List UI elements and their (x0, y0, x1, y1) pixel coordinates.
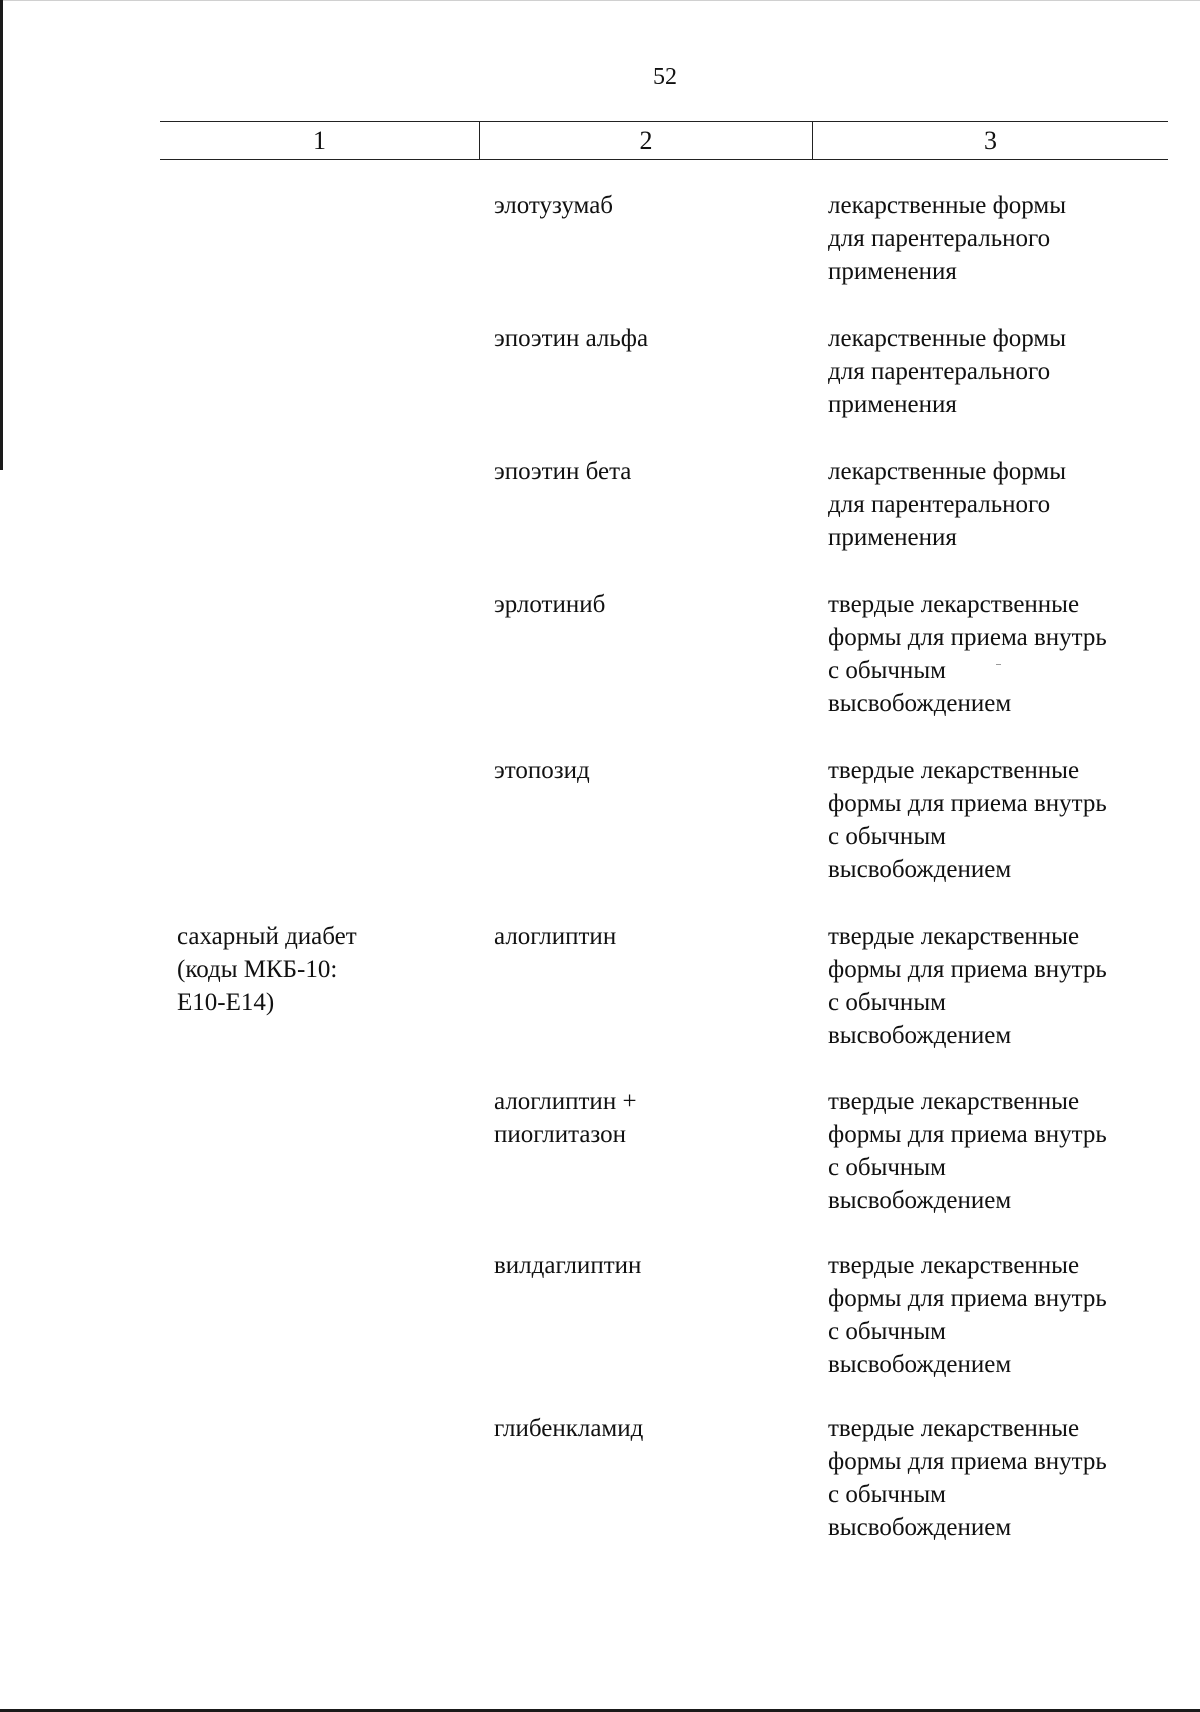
drug-name: эрлотиниб (494, 591, 606, 618)
dosage-form: лекарственные формы для парентерального применения (828, 458, 1067, 551)
dosage-form: твердые лекарственные формы для приема внутрь с обычным высвобождением (828, 757, 1107, 883)
drug-name: эпоэтин бета (494, 458, 632, 485)
drug-name: вилдаглиптин (494, 1252, 642, 1279)
dosage-form: твердые лекарственные формы для приема внутрь с обычным высвобождением (828, 923, 1107, 1049)
drug-name: эпоэтин альфа (494, 325, 649, 352)
scan-speck (996, 664, 1001, 665)
drug-name: элотузумаб (494, 192, 614, 219)
scan-edge-top (0, 0, 1200, 1)
drug-name: алоглиптин (494, 923, 617, 950)
table-top-rule (160, 121, 1168, 122)
page-number: 52 (653, 64, 677, 90)
dosage-form: лекарственные формы для парентерального применения (828, 192, 1067, 285)
dosage-form: твердые лекарственные формы для приема внутрь с обычным высвобождением (828, 591, 1107, 717)
drug-name: этопозид (494, 757, 590, 784)
dosage-form: твердые лекарственные формы для приема внутрь с обычным высвобождением (828, 1088, 1107, 1214)
drug-name: алоглиптин + пиоглитазон (494, 1088, 637, 1148)
dosage-form: лекарственные формы для парентерального применения (828, 325, 1067, 418)
dosage-form: твердые лекарственные формы для приема внутрь с обычным высвобождением (828, 1252, 1107, 1378)
column-header-3: 3 (984, 126, 997, 155)
column-header-1: 1 (313, 126, 326, 155)
drug-name: глибенкламид (494, 1415, 644, 1442)
column-header-2: 2 (639, 126, 653, 155)
dosage-form: твердые лекарственные формы для приема внутрь с обычным высвобождением (828, 1415, 1107, 1541)
table-header-bottom-rule (160, 159, 1168, 160)
disease-name: сахарный диабет (коды МКБ-10: E10-E14) (177, 923, 357, 1016)
